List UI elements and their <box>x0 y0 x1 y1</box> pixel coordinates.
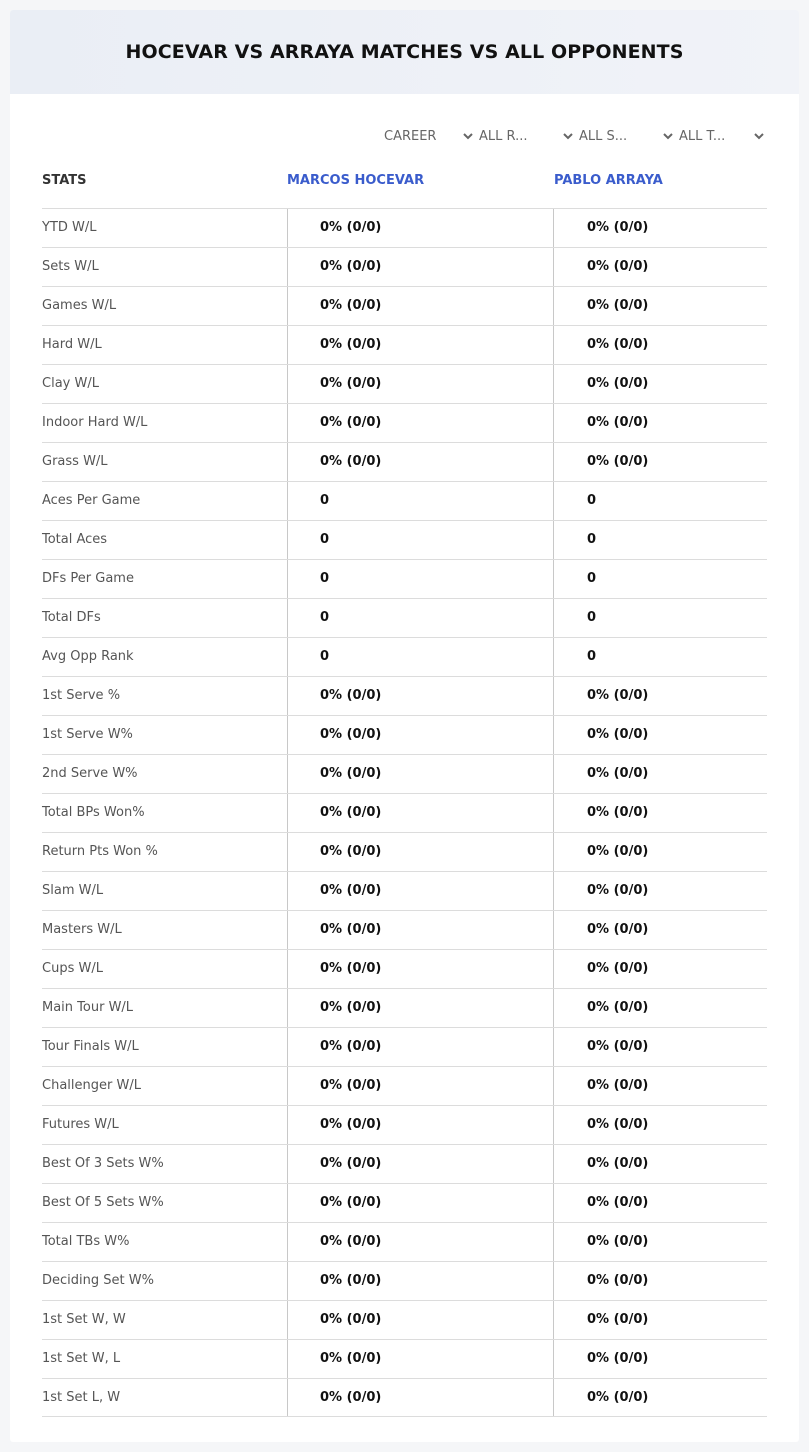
player2-value: 0% (0/0) <box>553 443 767 481</box>
table-row <box>42 715 767 754</box>
table-body <box>42 208 767 1417</box>
table-row <box>42 1027 767 1066</box>
stat-label: YTD W/L <box>42 220 97 235</box>
stat-label: Total Aces <box>42 532 108 547</box>
player2-value: 0% (0/0) <box>553 1145 767 1183</box>
player1-value: 0% (0/0) <box>287 404 554 442</box>
stat-label: Total DFs <box>42 610 101 625</box>
player2-value: 0 <box>553 521 767 559</box>
player2-value: 0% (0/0) <box>553 1301 767 1339</box>
filter-tournament-select[interactable] <box>674 124 765 148</box>
player2-value: 0% (0/0) <box>553 1067 767 1105</box>
player1-value: 0% (0/0) <box>287 1340 554 1378</box>
player1-value: 0% (0/0) <box>287 833 554 871</box>
filter-label: ALL T... <box>679 128 726 144</box>
player2-value: 0 <box>553 599 767 637</box>
table-row <box>42 949 767 988</box>
chevron-down-icon <box>753 130 765 142</box>
table-row <box>42 1339 767 1378</box>
stat-label: 1st Serve W% <box>42 727 133 742</box>
player2-value: 0% (0/0) <box>553 950 767 988</box>
table-row <box>42 988 767 1027</box>
page-title: HOCEVAR VS ARRAYA MATCHES VS ALL OPPONENTS <box>125 41 684 63</box>
player2-value: 0% (0/0) <box>553 326 767 364</box>
filter-bar <box>374 124 765 148</box>
player1-value: 0 <box>287 482 554 520</box>
table-row <box>42 247 767 286</box>
stat-label: Aces Per Game <box>42 493 141 508</box>
stat-label: Masters W/L <box>42 922 122 937</box>
player2-value: 0% (0/0) <box>553 1028 767 1066</box>
filter-surface-select[interactable] <box>574 124 674 148</box>
filter-round-select[interactable] <box>474 124 574 148</box>
player1-value: 0% (0/0) <box>287 1223 554 1261</box>
table-row <box>42 442 767 481</box>
stat-label: 1st Serve % <box>42 688 121 703</box>
player2-value: 0% (0/0) <box>553 1184 767 1222</box>
player1-value: 0 <box>287 521 554 559</box>
player1-value: 0 <box>287 599 554 637</box>
stat-label: Best Of 5 Sets W% <box>42 1195 164 1210</box>
player1-value: 0% (0/0) <box>287 248 554 286</box>
stats-card <box>10 10 799 1442</box>
player2-value: 0% (0/0) <box>553 794 767 832</box>
player1-value: 0 <box>287 560 554 598</box>
player1-value: 0% (0/0) <box>287 1262 554 1300</box>
table-row <box>42 793 767 832</box>
player2-value: 0 <box>553 482 767 520</box>
player1-value: 0% (0/0) <box>287 365 554 403</box>
player2-value: 0% (0/0) <box>553 1379 767 1416</box>
table-row <box>42 910 767 949</box>
stat-label: 2nd Serve W% <box>42 766 138 781</box>
player1-value: 0% (0/0) <box>287 677 554 715</box>
player1-value: 0% (0/0) <box>287 755 554 793</box>
stat-label: Avg Opp Rank <box>42 649 134 664</box>
table-row <box>42 754 767 793</box>
stat-label: Clay W/L <box>42 376 99 391</box>
stat-label: Grass W/L <box>42 454 108 469</box>
player2-value: 0% (0/0) <box>553 404 767 442</box>
stat-label: 1st Set W, L <box>42 1351 121 1366</box>
stat-label: 1st Set W, W <box>42 1312 126 1327</box>
stat-label: Indoor Hard W/L <box>42 415 148 430</box>
player1-value: 0% (0/0) <box>287 716 554 754</box>
table-row <box>42 676 767 715</box>
table-row <box>42 364 767 403</box>
player2-value: 0% (0/0) <box>553 677 767 715</box>
player1-value: 0% (0/0) <box>287 950 554 988</box>
player2-value: 0% (0/0) <box>553 209 767 247</box>
stat-label: Best Of 3 Sets W% <box>42 1156 164 1171</box>
stat-label: Sets W/L <box>42 259 99 274</box>
player2-value: 0% (0/0) <box>553 1262 767 1300</box>
player2-value: 0% (0/0) <box>553 911 767 949</box>
stat-label: Games W/L <box>42 298 117 313</box>
player1-value: 0% (0/0) <box>287 209 554 247</box>
chevron-down-icon <box>462 130 474 142</box>
player2-value: 0% (0/0) <box>553 248 767 286</box>
table-row <box>42 1183 767 1222</box>
stat-label: DFs Per Game <box>42 571 134 586</box>
table-header <box>42 160 767 208</box>
player1-value: 0% (0/0) <box>287 287 554 325</box>
player2-value: 0% (0/0) <box>553 1106 767 1144</box>
table-row <box>42 1222 767 1261</box>
player2-value: 0% (0/0) <box>553 755 767 793</box>
player1-value: 0% (0/0) <box>287 326 554 364</box>
stat-label: Deciding Set W% <box>42 1273 154 1288</box>
stat-label: Futures W/L <box>42 1117 119 1132</box>
stat-label: Main Tour W/L <box>42 1000 134 1015</box>
table-row <box>42 1261 767 1300</box>
player2-value: 0% (0/0) <box>553 833 767 871</box>
stat-label: Cups W/L <box>42 961 103 976</box>
table-row <box>42 481 767 520</box>
stat-label: 1st Set L, W <box>42 1390 121 1405</box>
table-row <box>42 325 767 364</box>
table-row <box>42 637 767 676</box>
filter-label: CAREER <box>384 128 437 144</box>
player1-value: 0% (0/0) <box>287 794 554 832</box>
player1-value: 0% (0/0) <box>287 1301 554 1339</box>
player1-value: 0% (0/0) <box>287 443 554 481</box>
chevron-down-icon <box>562 130 574 142</box>
filter-label: ALL R... <box>479 128 528 144</box>
stats-column-header: STATS <box>42 173 87 188</box>
player1-value: 0% (0/0) <box>287 1145 554 1183</box>
table-row <box>42 832 767 871</box>
player1-value: 0% (0/0) <box>287 989 554 1027</box>
stats-table <box>42 160 767 1417</box>
table-row <box>42 1300 767 1339</box>
table-row <box>42 520 767 559</box>
card-header <box>10 10 799 94</box>
player1-value: 0% (0/0) <box>287 1067 554 1105</box>
player2-value: 0% (0/0) <box>553 287 767 325</box>
player1-value: 0% (0/0) <box>287 1106 554 1144</box>
chevron-down-icon <box>662 130 674 142</box>
stat-label: Hard W/L <box>42 337 102 352</box>
player2-value: 0% (0/0) <box>553 1340 767 1378</box>
table-row <box>42 208 767 247</box>
table-row <box>42 1105 767 1144</box>
table-row <box>42 559 767 598</box>
table-row <box>42 1378 767 1417</box>
player1-value: 0% (0/0) <box>287 1028 554 1066</box>
table-row <box>42 403 767 442</box>
player1-value: 0% (0/0) <box>287 1379 554 1416</box>
player2-link[interactable]: PABLO ARRAYA <box>554 173 663 188</box>
player2-value: 0% (0/0) <box>553 1223 767 1261</box>
table-row <box>42 1144 767 1183</box>
stat-label: Slam W/L <box>42 883 104 898</box>
player2-value: 0 <box>553 638 767 676</box>
table-row <box>42 871 767 910</box>
table-row <box>42 286 767 325</box>
stat-label: Tour Finals W/L <box>42 1039 139 1054</box>
table-row <box>42 598 767 637</box>
stat-label: Return Pts Won % <box>42 844 158 859</box>
player2-value: 0% (0/0) <box>553 365 767 403</box>
table-row <box>42 1066 767 1105</box>
player2-value: 0% (0/0) <box>553 989 767 1027</box>
player1-link[interactable]: MARCOS HOCEVAR <box>287 173 425 188</box>
player2-value: 0% (0/0) <box>553 872 767 910</box>
stat-label: Challenger W/L <box>42 1078 141 1093</box>
player2-value: 0% (0/0) <box>553 716 767 754</box>
stat-label: Total TBs W% <box>42 1234 130 1249</box>
player1-value: 0 <box>287 638 554 676</box>
filter-period-select[interactable] <box>374 124 474 148</box>
filter-label: ALL S... <box>579 128 628 144</box>
player2-value: 0 <box>553 560 767 598</box>
player1-value: 0% (0/0) <box>287 872 554 910</box>
player1-value: 0% (0/0) <box>287 1184 554 1222</box>
player1-value: 0% (0/0) <box>287 911 554 949</box>
stat-label: Total BPs Won% <box>42 805 145 820</box>
